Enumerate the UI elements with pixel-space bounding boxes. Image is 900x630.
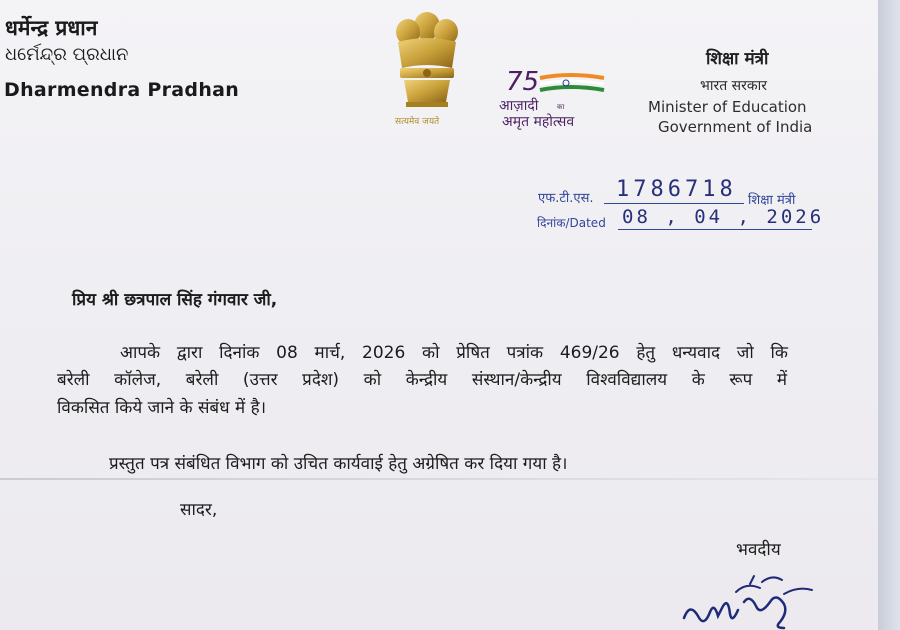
fts-number: 1786718 — [616, 177, 737, 202]
azadi-text-small: का — [557, 103, 565, 111]
paragraph2: प्रस्तुत पत्र संबंधित विभाग को उचित कार्यवाई हेतु अग्रेषित कर दिया गया है। — [109, 454, 568, 474]
fts-office: शिक्षा मंत्री — [748, 193, 796, 208]
date-label: दिनांक/Dated — [537, 216, 606, 230]
background-edge — [878, 0, 900, 630]
azadi-text-line1: आज़ादी — [499, 98, 539, 114]
closing: सादर, — [180, 500, 218, 520]
paragraph1-line3: विकसित किये जाने के संबंध में है। — [57, 398, 267, 418]
date-underline — [618, 229, 812, 230]
paragraph1-line1: आपके द्वारा दिनांक 08 मार्च, 2026 को प्रेषित पत्रांक 469/26 हेतु धन्यवाद जो कि — [120, 343, 788, 363]
fts-label: एफ.टी.एस. — [538, 191, 594, 206]
name-hindi: धर्मेन्द्र प्रधान — [5, 16, 98, 40]
government-english: Government of India — [658, 118, 813, 136]
emblem-motto: सत्यमेव जयते — [395, 117, 440, 127]
title-hindi: शिक्षा मंत्री — [706, 49, 769, 69]
paper-fold — [0, 478, 878, 480]
fts-underline — [604, 203, 744, 204]
national-emblem-icon — [386, 6, 468, 112]
yours-sincerely: भवदीय — [736, 540, 781, 560]
title-english: Minister of Education — [648, 98, 807, 116]
azadi-text-line2: अमृत महोत्सव — [502, 114, 575, 130]
salutation: प्रिय श्री छत्रपाल सिंह गंगवार जी, — [72, 290, 278, 310]
government-hindi: भारत सरकार — [700, 78, 767, 94]
azadi-logo-number: 75 — [506, 67, 540, 97]
handwritten-signature — [680, 572, 820, 630]
name-odia: ଧର୍ମେନ୍ଦ୍ର ପ୍ରଧାନ — [5, 44, 129, 65]
paragraph1-line2: बरेली कॉलेज, बरेली (उत्तर प्रदेश) को केन्द्रीय संस्थान/केन्द्रीय विश्वविद्यालय के रूप में — [57, 370, 787, 390]
name-english: Dharmendra Pradhan — [4, 79, 240, 101]
date-value: 08 , 04 , 2026 — [622, 206, 825, 228]
